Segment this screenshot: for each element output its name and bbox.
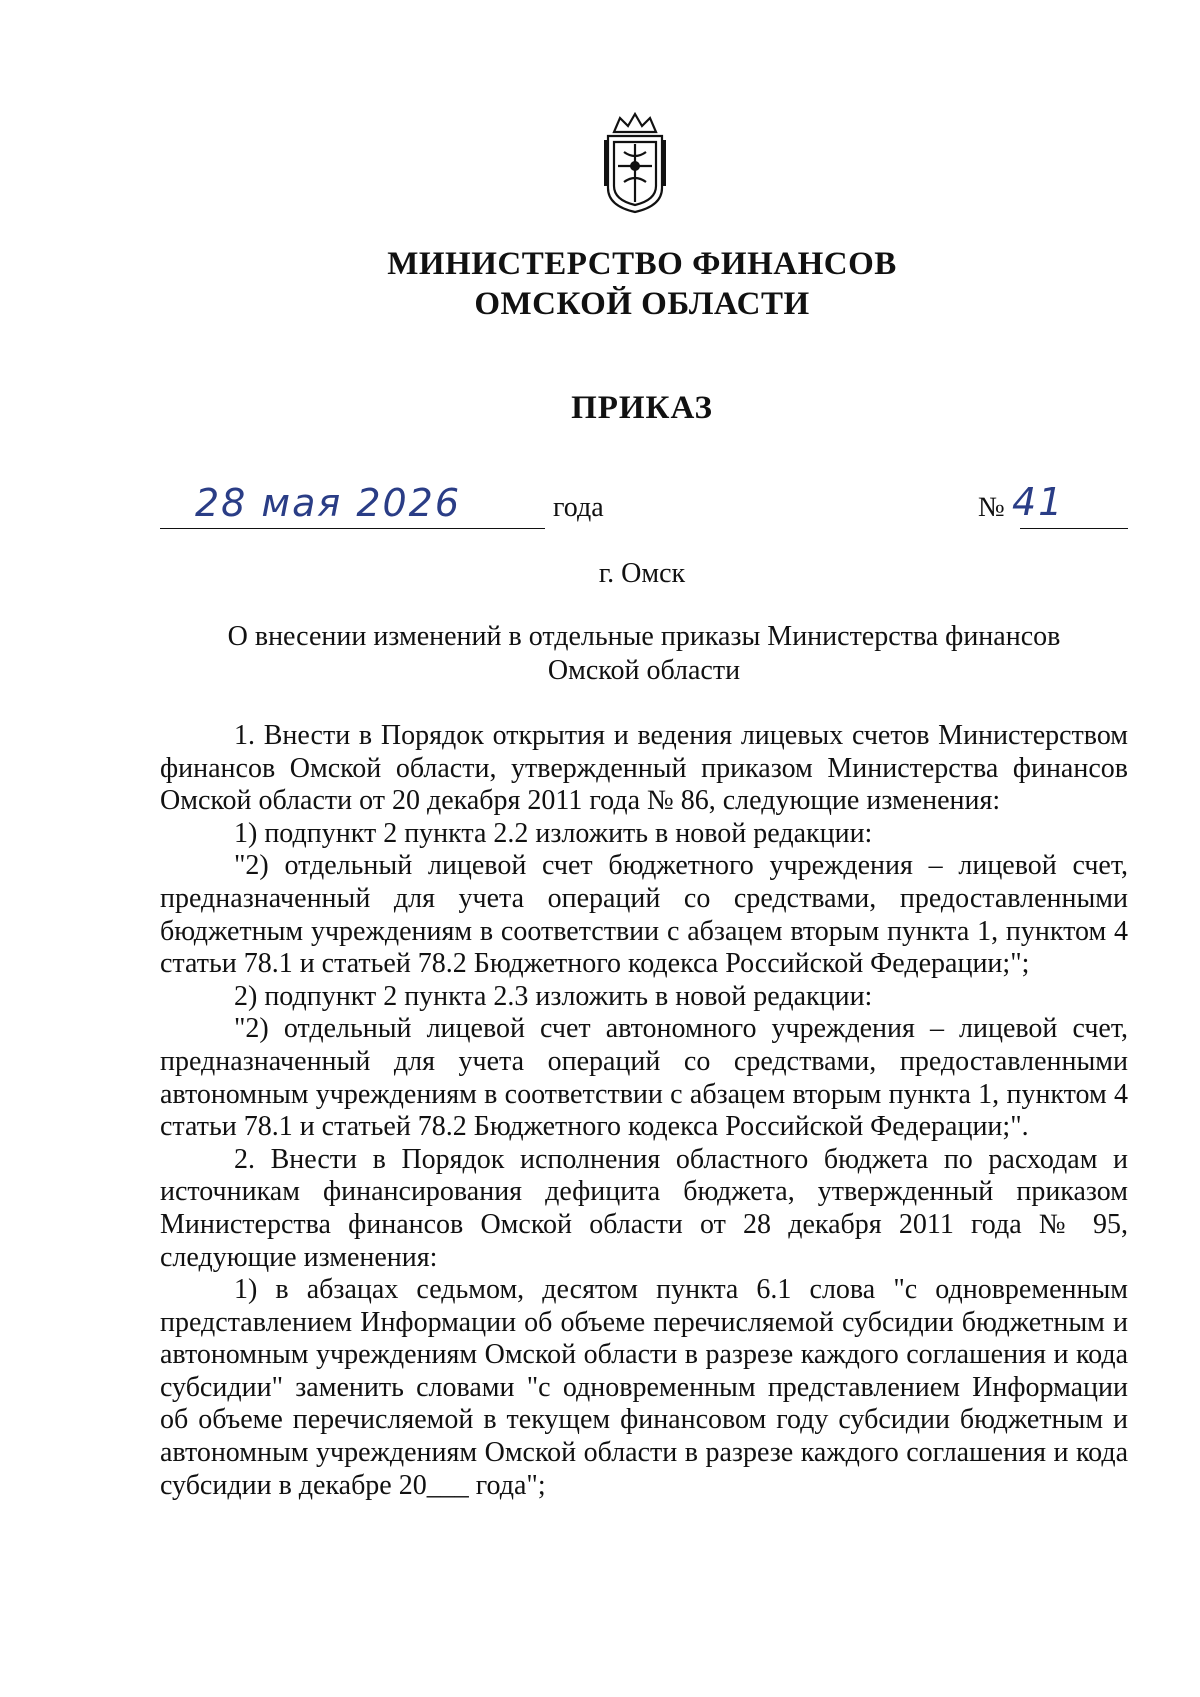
coat-of-arms-emblem: [600, 110, 670, 215]
ministry-name-line2: ОМСКОЙ ОБЛАСТИ: [474, 286, 810, 322]
handwritten-number: 41: [1012, 480, 1065, 524]
body-paragraph: 2) подпункт 2 пункта 2.3 изложить в новой редакции:: [234, 980, 873, 1012]
body-paragraph: 1) подпункт 2 пункта 2.2 изложить в новой редакции:: [234, 817, 873, 849]
ministry-name-line1: МИНИСТЕРСТВО ФИНАНСОВ: [387, 246, 897, 282]
year-word: года: [553, 492, 604, 523]
subject-line1: О внесении изменений в отдельные приказы Министерства финансов: [227, 621, 1061, 652]
handwritten-date: 28 мая 2026: [195, 481, 462, 525]
number-sign: №: [978, 492, 1005, 523]
body-paragraph: 2. Внести в Порядок исполнения областного бюджета по расходам и источникам финансирования дефицита бюджета, утвержденный приказом Министерства финансов Омской области от 28 декабря 2011 года № 95, следующие изменения:: [160, 1143, 1128, 1273]
document-body: [160, 720, 1128, 1502]
body-paragraph: "2) отдельный лицевой счет автономного учреждения – лицевой счет, предназначенный для учета операций со средствами, предоставленными автономным учреждениям в соответствии с абзацем вторым пункта 1, пунктом 4 статьи 78.1 и статьей 78.2 Бюджетного кодекса Российской Федерации;".: [160, 1013, 1128, 1143]
document-subject: [160, 620, 1128, 688]
city-line: г. Омск: [598, 558, 686, 589]
subject-line2: Омской области: [547, 655, 741, 686]
document-type-title: ПРИКАЗ: [571, 390, 713, 426]
body-paragraph: 1. Внести в Порядок открытия и ведения лицевых счетов Министерством финансов Омской области, утвержденный приказом Министерства финансов Омской области от 20 декабря 2011 года № 86, следующие изменения:: [160, 720, 1128, 817]
body-paragraph: 1) в абзацах седьмом, десятом пункта 6.1 слова "с одновременным представлением Информации об объеме перечисляемой субсидии бюджетным и автономным учреждениям Омской области в разрезе каждого соглашения и кода субсидии" заменить словами "с одновременным представлением Информации об объеме перечисляемой в текущем финансовом году субсидии бюджетным и автономным учреждениям Омской области в разрезе каждого соглашения и кода субсидии в декабре 20___ года";: [160, 1274, 1128, 1501]
body-paragraph: "2) отдельный лицевой счет бюджетного учреждения – лицевой счет, предназначенный для учета операций со средствами, предоставленными бюджетным учреждениям в соответствии с абзацем вторым пункта 1, пунктом 4 статьи 78.1 и статьей 78.2 Бюджетного кодекса Российской Федерации;";: [160, 850, 1128, 980]
